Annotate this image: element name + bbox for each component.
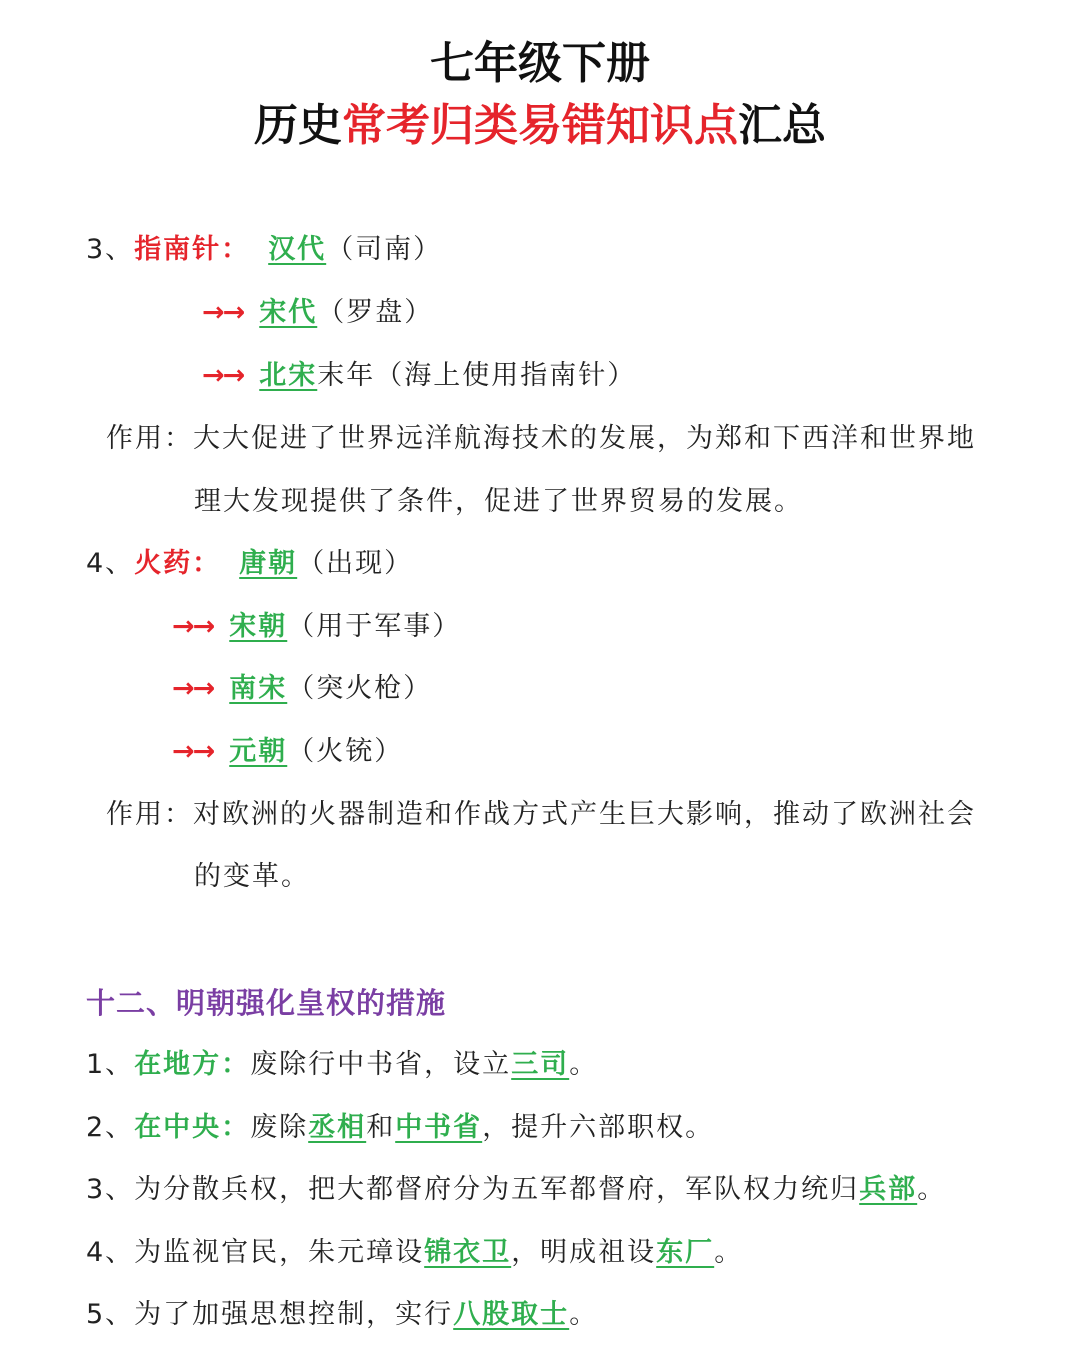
era-note: （出现） xyxy=(297,548,414,579)
era-note: （用于军事） xyxy=(287,611,462,642)
item-number: 3、 xyxy=(86,234,135,265)
measure-end: 。 xyxy=(917,1174,947,1205)
key-term: 锦衣卫 xyxy=(424,1237,512,1268)
era-tang: 唐朝 xyxy=(239,548,298,579)
era-song-dynasty: 宋朝 xyxy=(229,611,288,642)
gunpowder-line-1 xyxy=(86,546,413,582)
era-han: 汉代 xyxy=(268,234,327,265)
era-northern-song: 北宋 xyxy=(259,360,318,391)
arrow-icon: →→ xyxy=(172,736,214,767)
arrow-icon: →→ xyxy=(172,673,214,704)
measure-text: 和 xyxy=(366,1112,396,1143)
arrow-icon: →→ xyxy=(202,360,244,391)
measure-text: 废除 xyxy=(250,1112,309,1143)
measure-end: 。 xyxy=(714,1237,744,1268)
measure-end: ，提升六部职权。 xyxy=(482,1112,715,1143)
measure-item-2 xyxy=(86,1110,714,1146)
key-term: 丞相 xyxy=(308,1112,367,1143)
era-southern-song: 南宋 xyxy=(229,673,288,704)
gunpowder-line-2 xyxy=(172,609,461,645)
effect-text: 大大促进了世界远洋航海技术的发展，为郑和下西洋和世界地 xyxy=(193,423,976,454)
measure-item-3 xyxy=(86,1172,946,1208)
compass-effect-line-2: 理大发现提供了条件，促进了世界贸易的发展。 xyxy=(194,486,803,517)
title-prefix: 历史 xyxy=(254,100,342,151)
era-note: （司南） xyxy=(326,234,443,265)
compass-line-3 xyxy=(202,358,636,394)
title-suffix: 汇总 xyxy=(738,100,826,151)
compass-line-1 xyxy=(86,232,442,268)
item-number: 2、 xyxy=(86,1112,135,1143)
item-number: 1、 xyxy=(86,1049,135,1080)
arrow-icon: →→ xyxy=(202,297,244,328)
measure-text: 4、为监视官民，朱元璋设 xyxy=(86,1237,425,1268)
era-note: （火铳） xyxy=(287,736,404,767)
gunpowder-label: 火药： xyxy=(134,548,222,579)
measure-text: ，明成祖设 xyxy=(511,1237,657,1268)
gunpowder-effect-line-1 xyxy=(106,797,976,833)
era-note: （罗盘） xyxy=(317,297,434,328)
gunpowder-effect-line-2: 的变革。 xyxy=(194,861,310,892)
title-highlight: 常考归类易错知识点 xyxy=(342,100,738,151)
measure-label: 在中央： xyxy=(134,1112,251,1143)
key-term: 东厂 xyxy=(656,1237,715,1268)
gunpowder-line-4 xyxy=(172,734,403,770)
effect-label: 作用： xyxy=(106,423,193,454)
title-line-1: 七年级下册 xyxy=(430,38,650,89)
measure-end: 。 xyxy=(569,1299,599,1330)
effect-label: 作用： xyxy=(106,799,193,830)
section-heading: 十二、明朝强化皇权的措施 xyxy=(86,986,447,1020)
measure-label: 在地方： xyxy=(134,1049,251,1080)
key-term: 八股取士 xyxy=(453,1299,570,1330)
key-term: 兵部 xyxy=(859,1174,918,1205)
compass-label: 指南针： xyxy=(134,234,251,265)
era-song: 宋代 xyxy=(259,297,318,328)
measure-item-4 xyxy=(86,1235,743,1271)
era-note: 末年（海上使用指南针） xyxy=(317,360,637,391)
key-term: 三司 xyxy=(511,1049,570,1080)
measure-text: 5、为了加强思想控制，实行 xyxy=(86,1299,454,1330)
era-note: （突火枪） xyxy=(287,673,433,704)
arrow-icon: →→ xyxy=(172,611,214,642)
compass-line-2 xyxy=(202,295,433,331)
key-term: 中书省 xyxy=(395,1112,483,1143)
measure-item-5 xyxy=(86,1297,598,1333)
era-yuan: 元朝 xyxy=(229,736,288,767)
measure-end: 。 xyxy=(569,1049,599,1080)
compass-effect-line-1 xyxy=(106,421,976,457)
measure-item-1 xyxy=(86,1047,598,1083)
item-number: 4、 xyxy=(86,548,135,579)
effect-text: 对欧洲的火器制造和作战方式产生巨大影响，推动了欧洲社会 xyxy=(193,799,976,830)
title-line-2 xyxy=(0,98,1080,154)
measure-text: 3、为分散兵权，把大都督府分为五军都督府，军队权力统归 xyxy=(86,1174,860,1205)
measure-text: 废除行中书省，设立 xyxy=(250,1049,512,1080)
gunpowder-line-3 xyxy=(172,671,432,707)
